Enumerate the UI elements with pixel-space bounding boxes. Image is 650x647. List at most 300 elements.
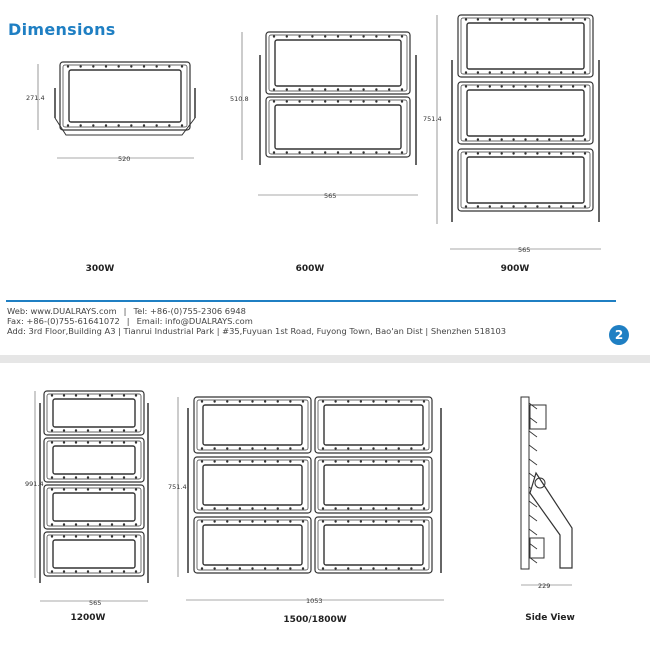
- fixture-1500w-module-5-screw: [201, 520, 203, 522]
- fixture-1200w-module-1-lens: [53, 399, 135, 427]
- fixture-1500w-module-6-screw: [372, 567, 374, 569]
- fixture-1200w-module-3-screw: [99, 523, 101, 525]
- fixture-1500w-module-1-screw: [226, 400, 228, 402]
- fixture-1500w-module-2-lens: [324, 405, 423, 445]
- fixture-600w-module-2-screw: [311, 151, 313, 153]
- fixture-1200w-module-4-screw: [135, 535, 137, 537]
- fixture-900w-module-3-screw: [548, 205, 550, 207]
- side-view-housing: [521, 397, 529, 569]
- fixture-600w-module-2-screw: [286, 100, 288, 102]
- fixture-600w-module-2-screw: [362, 151, 364, 153]
- fixture-1500w-module-2-screw: [360, 400, 362, 402]
- page-number-badge: 2: [609, 325, 629, 345]
- fixture-900w-module-2-screw: [584, 85, 586, 87]
- fixture-300w-module-screw: [181, 65, 183, 67]
- fixture-600w-module-1-screw: [401, 35, 403, 37]
- fixture-1200w-module-4-screw: [75, 535, 77, 537]
- fixture-1200w-module-2-screw: [87, 476, 89, 478]
- fixture-1500w-module-4-screw: [385, 460, 387, 462]
- fixture-600w-module-2-screw: [298, 100, 300, 102]
- dim-600w-width: 565: [324, 192, 337, 200]
- fixture-1500w-module-2-screw: [398, 447, 400, 449]
- fixture-900w-module-2-screw: [477, 85, 479, 87]
- fixture-1200w-module-1-screw: [63, 394, 65, 396]
- model-label-300w: 300W: [85, 264, 115, 274]
- fixture-300w-module-screw: [168, 65, 170, 67]
- fixture-1500w-module-4-screw: [347, 460, 349, 462]
- fixture-1500w-module-6-screw: [423, 520, 425, 522]
- fixture-900w-module-2-screw: [477, 138, 479, 140]
- fixture-900w-module-2-lens: [467, 90, 584, 136]
- fixture-1500w-module-4-screw: [398, 507, 400, 509]
- fixture-1500w-module-6-screw: [347, 567, 349, 569]
- fixture-1200w-module-4-screw: [135, 570, 137, 572]
- fixture-1200w-module-2-screw: [135, 476, 137, 478]
- fixture-1500w-module-4-screw: [410, 460, 412, 462]
- fixture-1200w-module-1-screw: [87, 394, 89, 396]
- model-label-1500w: 1500/1800W: [283, 615, 347, 625]
- fixture-1500w-module-1-screw: [251, 400, 253, 402]
- fixture-900w-module-1-screw: [465, 18, 467, 20]
- fixture-1500w-module-6-screw: [360, 567, 362, 569]
- fixture-900w-module-3-lens: [467, 157, 584, 203]
- fixture-900w-module-3-screw: [584, 205, 586, 207]
- fixture-900w-module-2-screw: [512, 85, 514, 87]
- fixture-600w-module-1-screw: [298, 88, 300, 90]
- fixture-900w-module-2-screw: [548, 138, 550, 140]
- fixture-600w-module-2-screw: [337, 151, 339, 153]
- fixture-900w-module-2-screw: [465, 85, 467, 87]
- fixture-600w-module-2-screw: [375, 151, 377, 153]
- fixture-900w-module-1-screw: [477, 18, 479, 20]
- fixture-300w-module-screw: [105, 65, 107, 67]
- fixture-600w-module-1-screw: [273, 35, 275, 37]
- fixture-1200w-module-3-screw: [99, 488, 101, 490]
- fixture-1500w-module-1-screw: [302, 400, 304, 402]
- fixture-1200w-module-1-screw: [123, 394, 125, 396]
- fixture-900w-module-3-screw: [477, 152, 479, 154]
- section-title: Dimensions: [8, 20, 116, 39]
- fixture-1500w-module-3-screw: [239, 460, 241, 462]
- fixture-1200w-module-2-screw: [99, 476, 101, 478]
- side-view-fin: [529, 529, 537, 535]
- fixture-600w-module-1-screw: [350, 35, 352, 37]
- fixture-900w-module-2-screw: [536, 85, 538, 87]
- fixture-1500w-module-2-screw: [372, 400, 374, 402]
- fixture-1500w-module-3-screw: [264, 460, 266, 462]
- fixture-1200w-module-3-lens: [53, 493, 135, 521]
- fixture-1200w-module-3-screw: [75, 523, 77, 525]
- fixture-1500w-module-5-screw: [289, 520, 291, 522]
- fixture-1200w-module-4-screw: [99, 535, 101, 537]
- fixture-900w-module-1-screw: [489, 18, 491, 20]
- fixture-1200w-module-2-screw: [135, 441, 137, 443]
- fixture-1500w-module-3-screw: [213, 460, 215, 462]
- fixture-300w-module-screw: [130, 65, 132, 67]
- fixture-1500w-module-3-screw: [251, 507, 253, 509]
- fixture-1200w-module-1-screw: [111, 394, 113, 396]
- fixture-1200w-module-2-screw: [75, 441, 77, 443]
- fixture-1200w-module-2-screw: [111, 441, 113, 443]
- fixture-1200w-module-4-screw: [63, 570, 65, 572]
- fixture-900w-module-2-screw: [548, 85, 550, 87]
- fixture-1200w-module-3-screw: [63, 523, 65, 525]
- fixture-300w-module-screw: [79, 124, 81, 126]
- fixture-900w-module-1-screw: [572, 71, 574, 73]
- fixture-1500w-module-1-screw: [201, 400, 203, 402]
- fixture-1500w-module-3-screw: [201, 460, 203, 462]
- fixture-600w-module-2-screw: [273, 151, 275, 153]
- fixture-600w-module-2-screw: [401, 100, 403, 102]
- fixture-1500w-module-5-screw: [239, 567, 241, 569]
- fixture-1200w-module-1-screw: [51, 429, 53, 431]
- fixture-1500w-module-5-screw: [289, 567, 291, 569]
- fixture-1200w-module-1-screw: [75, 429, 77, 431]
- side-view-drawing: [521, 397, 572, 585]
- fixture-1500w-module-5-screw: [251, 520, 253, 522]
- fixture-1200w-module-1-screw: [63, 429, 65, 431]
- fixture-300w-module-screw: [67, 65, 69, 67]
- fixture-1500w-module-6-screw: [334, 567, 336, 569]
- fixture-1200w-module-2-screw: [99, 441, 101, 443]
- fixture-900w-module-3-screw: [512, 152, 514, 154]
- fixture-1200w-module-1-screw: [123, 429, 125, 431]
- fixture-1500w-module-2-screw: [334, 400, 336, 402]
- fixture-1200w-module-4-screw: [75, 570, 77, 572]
- fixture-1200w-module-4-screw: [51, 570, 53, 572]
- fixture-600w-module-2-screw: [286, 151, 288, 153]
- fixture-600w-module-1-screw: [350, 88, 352, 90]
- top-drawings: [0, 0, 650, 300]
- fixture-900w-module-2-screw: [572, 138, 574, 140]
- fixture-1500w-module-5-screw: [264, 567, 266, 569]
- fixture-1500w-module-1-screw: [239, 447, 241, 449]
- fixture-900w-module-1-screw: [572, 18, 574, 20]
- fixture-600w-module-2-screw: [337, 100, 339, 102]
- dim-900w-width: 565: [518, 246, 531, 254]
- footer-email: Email: info@DUALRAYS.com: [136, 316, 253, 326]
- fixture-1500w-module-2-screw: [322, 400, 324, 402]
- fixture-300w-module-screw: [92, 124, 94, 126]
- footer-tel: Tel: +86-(0)755-2306 6948: [133, 306, 246, 316]
- fixture-600w-module-1-screw: [337, 88, 339, 90]
- fixture-600w-module-2-screw: [375, 100, 377, 102]
- footer-contact: Web: www.DUALRAYS.com | Tel: +86-(0)755-2306 6948 Fax: +86-(0)755-61641072 | Email: info@DUALRAYS.com Add: 3rd Floor,Building A3 | Tianrui Industrial Park | #35,Fuyuan 1st Road, Fuyong Town, Bao'an Dist | Shenzhen 518103: [7, 306, 507, 336]
- fixture-900w-module-1-screw: [548, 18, 550, 20]
- fixture-300w-module-screw: [105, 124, 107, 126]
- fixture-600w-module-2-screw: [388, 100, 390, 102]
- fixture-1500w-module-1-screw: [239, 400, 241, 402]
- fixture-1500w-module-4-screw: [372, 460, 374, 462]
- fixture-1500w-module-1-screw: [277, 447, 279, 449]
- fixture-1500w-module-5-screw: [264, 520, 266, 522]
- fixture-300w-module-screw: [117, 65, 119, 67]
- fixture-1200w-module-3-screw: [123, 488, 125, 490]
- fixture-1500w-module-2-screw: [334, 447, 336, 449]
- fixture-1200w-module-3-screw: [63, 488, 65, 490]
- fixture-900w-module-1-screw: [501, 71, 503, 73]
- fixture-900w-module-2-screw: [572, 85, 574, 87]
- model-label-side-view: Side View: [525, 613, 575, 623]
- fixture-900w-module-1-screw: [548, 71, 550, 73]
- fixture-600w-module-1-screw: [401, 88, 403, 90]
- fixture-1500w-module-1-screw: [226, 447, 228, 449]
- fixture-900w-module-3-screw: [477, 205, 479, 207]
- fixture-1500w-module-2-screw: [385, 447, 387, 449]
- fixture-1200w-module-2-screw: [75, 476, 77, 478]
- fixture-1200w-module-3-screw: [87, 488, 89, 490]
- fixture-1500w-module-4-screw: [334, 460, 336, 462]
- fixture-1500w-module-2-screw: [398, 400, 400, 402]
- fixture-1200w-module-1-screw: [51, 394, 53, 396]
- fixture-1500w-module-3-screw: [302, 507, 304, 509]
- fixture-900w-module-1-screw: [536, 18, 538, 20]
- fixture-1200w-module-1-screw: [135, 394, 137, 396]
- fixture-1200w-module-2-screw: [111, 476, 113, 478]
- fixture-900w-module-2-screw: [584, 138, 586, 140]
- fixture-1500w-module-5-screw: [213, 520, 215, 522]
- fixture-1200w-module-3-screw: [87, 523, 89, 525]
- fixtures-bottom: [35, 391, 444, 601]
- fixture-1200w-module-3-screw: [135, 488, 137, 490]
- fixture-900w-module-3-screw: [512, 205, 514, 207]
- fixture-900w-module-3-screw: [584, 152, 586, 154]
- fixture-1200w-module-2-screw: [63, 476, 65, 478]
- fixture-600w-module-2-screw: [350, 151, 352, 153]
- fixture-1500w-module-6-screw: [423, 567, 425, 569]
- fixture-1500w-module-1-screw: [289, 400, 291, 402]
- fixture-900w-module-3-screw: [548, 152, 550, 154]
- fixture-600w-module-2-screw: [388, 151, 390, 153]
- fixture-1500w-module-1-lens: [203, 405, 302, 445]
- fixture-900w-module-3-screw: [501, 205, 503, 207]
- footer-address: Add: 3rd Floor,Building A3 | Tianrui Industrial Park | #35,Fuyuan 1st Road, Fuyong Town, Bao'an Dist | Shenzhen 518103: [7, 326, 507, 336]
- fixture-1500w-module-4-screw: [423, 507, 425, 509]
- fixture-1500w-module-5-screw: [201, 567, 203, 569]
- fixture-1200w-module-2-screw: [87, 441, 89, 443]
- fixture-900w-module-2-screw: [501, 138, 503, 140]
- fixture-900w-module-2-screw: [536, 138, 538, 140]
- fixture-1500w-module-6-screw: [410, 567, 412, 569]
- fixture-1500w-module-1-screw: [201, 447, 203, 449]
- fixture-600w-module-2-lens: [275, 105, 401, 149]
- fixture-1500w-module-6-screw: [410, 520, 412, 522]
- fixture-1500w-module-5-screw: [277, 520, 279, 522]
- fixture-1500w-module-6-screw: [398, 520, 400, 522]
- fixture-1500w-module-6-screw: [334, 520, 336, 522]
- fixture-1200w-module-4-screw: [123, 535, 125, 537]
- fixture-300w-module-screw: [143, 65, 145, 67]
- fixture-1200w-module-1-screw: [87, 429, 89, 431]
- fixture-300w-module-lens: [69, 70, 181, 122]
- fixture-900w-module-3-screw: [572, 152, 574, 154]
- fixture-1500w-module-2-screw: [347, 447, 349, 449]
- fixture-600w-module-1-screw: [362, 88, 364, 90]
- fixture-1500w-module-2-screw: [322, 447, 324, 449]
- fixture-1500w-module-6-screw: [372, 520, 374, 522]
- fixture-1500w-module-2-screw: [347, 400, 349, 402]
- fixture-300w-module-screw: [92, 65, 94, 67]
- fixture-900w-module-1-screw: [512, 18, 514, 20]
- fixture-900w-module-2-screw: [560, 138, 562, 140]
- fixture-1200w-module-3-screw: [51, 488, 53, 490]
- fixture-900w-module-3-screw: [524, 152, 526, 154]
- fixture-1500w-module-3-screw: [251, 460, 253, 462]
- fixture-1200w-module-1-screw: [99, 429, 101, 431]
- dim-300w-height: 271.4: [26, 94, 45, 102]
- fixture-1200w-module-4-screw: [63, 535, 65, 537]
- fixture-900w-module-2-screw: [489, 138, 491, 140]
- fixture-1500w-module-2-screw: [410, 400, 412, 402]
- fixture-300w-module-screw: [79, 65, 81, 67]
- fixture-900w-module-2-screw: [524, 138, 526, 140]
- fixture-1500w-module-6-screw: [322, 567, 324, 569]
- fixture-900w-module-3-screw: [560, 152, 562, 154]
- fixture-1200w-module-4-screw: [51, 535, 53, 537]
- side-view-junction-box: [530, 538, 544, 558]
- fixture-1500w-module-4-screw: [398, 460, 400, 462]
- fixture-300w-module-screw: [181, 124, 183, 126]
- fixture-1500w-module-1-screw: [289, 447, 291, 449]
- dim-1500w-width: 1053: [306, 597, 323, 605]
- fixture-900w-module-3-screw: [501, 152, 503, 154]
- fixture-1500w-module-3-screw: [226, 507, 228, 509]
- fixture-600w-module-1-screw: [388, 88, 390, 90]
- fixture-1500w-module-6-screw: [398, 567, 400, 569]
- fixture-300w-module-screw: [168, 124, 170, 126]
- fixture-300w-module-screw: [155, 124, 157, 126]
- fixture-900w-module-1-screw: [584, 18, 586, 20]
- fixture-900w-module-1-screw: [560, 18, 562, 20]
- side-view-fin: [529, 459, 537, 465]
- fixture-1200w-module-4-screw: [111, 570, 113, 572]
- fixture-1500w-module-3-screw: [289, 460, 291, 462]
- fixture-1500w-module-1-screw: [264, 400, 266, 402]
- fixture-1500w-module-1-screw: [264, 447, 266, 449]
- fixture-900w-module-3-screw: [536, 152, 538, 154]
- fixture-1200w-module-2-screw: [63, 441, 65, 443]
- fixture-1200w-module-2-screw: [123, 476, 125, 478]
- fixture-1500w-module-5-screw: [302, 520, 304, 522]
- fixture-900w-module-3-screw: [560, 205, 562, 207]
- fixture-1500w-module-6-lens: [324, 525, 423, 565]
- footer-web: Web: www.DUALRAYS.com: [7, 306, 117, 316]
- dim-1500w-height: 751.4: [168, 483, 187, 491]
- fixture-1200w-module-3-screw: [51, 523, 53, 525]
- fixture-600w-module-1-lens: [275, 40, 401, 86]
- fixture-1200w-module-1-screw: [99, 394, 101, 396]
- fixture-1500w-module-1-screw: [302, 447, 304, 449]
- fixture-1500w-module-6-screw: [347, 520, 349, 522]
- fixture-600w-module-2-screw: [324, 151, 326, 153]
- fixture-1500w-module-3-screw: [277, 460, 279, 462]
- fixture-1500w-module-4-screw: [322, 507, 324, 509]
- fixture-600w-module-1-screw: [324, 88, 326, 90]
- fixture-1200w-module-3-screw: [135, 523, 137, 525]
- fixture-900w-module-1-screw: [465, 71, 467, 73]
- fixture-1200w-module-2-screw: [51, 476, 53, 478]
- model-label-1200w: 1200W: [70, 613, 106, 623]
- fixture-900w-module-2-screw: [524, 85, 526, 87]
- fixture-1500w-module-3-lens: [203, 465, 302, 505]
- fixture-900w-module-2-screw: [512, 138, 514, 140]
- fixture-1500w-module-2-screw: [423, 447, 425, 449]
- fixture-1500w-module-5-screw: [239, 520, 241, 522]
- fixture-600w-module-2-screw: [311, 100, 313, 102]
- side-view-fin: [529, 431, 537, 437]
- footer-divider: [6, 300, 616, 302]
- fixture-1500w-module-5-screw: [277, 567, 279, 569]
- fixture-600w-module-1-screw: [273, 88, 275, 90]
- fixture-1500w-module-2-screw: [410, 447, 412, 449]
- fixture-1500w-module-3-screw: [302, 460, 304, 462]
- fixture-1500w-module-4-screw: [385, 507, 387, 509]
- fixture-600w-module-1-screw: [388, 35, 390, 37]
- fixture-900w-module-2-screw: [501, 85, 503, 87]
- fixture-1500w-module-2-screw: [372, 447, 374, 449]
- fixture-1500w-module-3-screw: [264, 507, 266, 509]
- fixture-600w-module-1-screw: [311, 35, 313, 37]
- fixture-1200w-module-3-screw: [111, 488, 113, 490]
- fixture-900w-module-1-screw: [524, 71, 526, 73]
- fixture-1500w-module-1-screw: [251, 447, 253, 449]
- fixture-600w-module-2-screw: [362, 100, 364, 102]
- fixture-900w-module-1-screw: [512, 71, 514, 73]
- fixtures-top: [38, 15, 601, 249]
- fixture-1500w-module-6-screw: [385, 520, 387, 522]
- fixture-900w-module-3-screw: [465, 152, 467, 154]
- fixture-1500w-module-4-screw: [410, 507, 412, 509]
- fixture-1200w-module-1-screw: [75, 394, 77, 396]
- fixture-600w-module-1-screw: [286, 35, 288, 37]
- fixture-600w-module-1-screw: [362, 35, 364, 37]
- side-view-fin: [529, 445, 537, 451]
- model-label-900w: 900W: [500, 264, 530, 274]
- fixture-1500w-module-4-screw: [360, 460, 362, 462]
- fixture-1200w-module-4-lens: [53, 540, 135, 568]
- fixture-1500w-module-2-screw: [385, 400, 387, 402]
- fixture-1500w-module-1-screw: [277, 400, 279, 402]
- fixture-1200w-module-4-screw: [87, 570, 89, 572]
- side-view-driver-box: [530, 405, 546, 429]
- fixture-1500w-module-5-screw: [213, 567, 215, 569]
- fixture-900w-module-1-screw: [560, 71, 562, 73]
- fixture-900w-module-3-screw: [465, 205, 467, 207]
- fixture-1200w-module-4-screw: [87, 535, 89, 537]
- fixture-1500w-module-2-screw: [423, 400, 425, 402]
- fixture-900w-module-1-lens: [467, 23, 584, 69]
- fixture-1500w-module-5-screw: [251, 567, 253, 569]
- fixture-1200w-module-4-screw: [123, 570, 125, 572]
- fixture-1500w-module-5-screw: [226, 567, 228, 569]
- fixture-600w-module-2-screw: [273, 100, 275, 102]
- fixture-600w-module-1-screw: [337, 35, 339, 37]
- fixture-900w-module-1-screw: [524, 18, 526, 20]
- fixture-900w-module-2-screw: [489, 85, 491, 87]
- fixture-1500w-module-3-screw: [213, 507, 215, 509]
- fixture-600w-module-2-screw: [298, 151, 300, 153]
- fixture-600w-module-1-screw: [375, 88, 377, 90]
- fixture-1200w-module-4-screw: [111, 535, 113, 537]
- fixture-900w-module-2-screw: [465, 138, 467, 140]
- fixture-1200w-module-3-screw: [75, 488, 77, 490]
- fixture-1200w-module-2-screw: [51, 441, 53, 443]
- fixture-900w-module-3-screw: [524, 205, 526, 207]
- fixture-1500w-module-4-screw: [334, 507, 336, 509]
- fixture-600w-module-1-screw: [375, 35, 377, 37]
- dim-1200w-width: 565: [89, 599, 102, 607]
- fixture-1500w-module-1-screw: [213, 400, 215, 402]
